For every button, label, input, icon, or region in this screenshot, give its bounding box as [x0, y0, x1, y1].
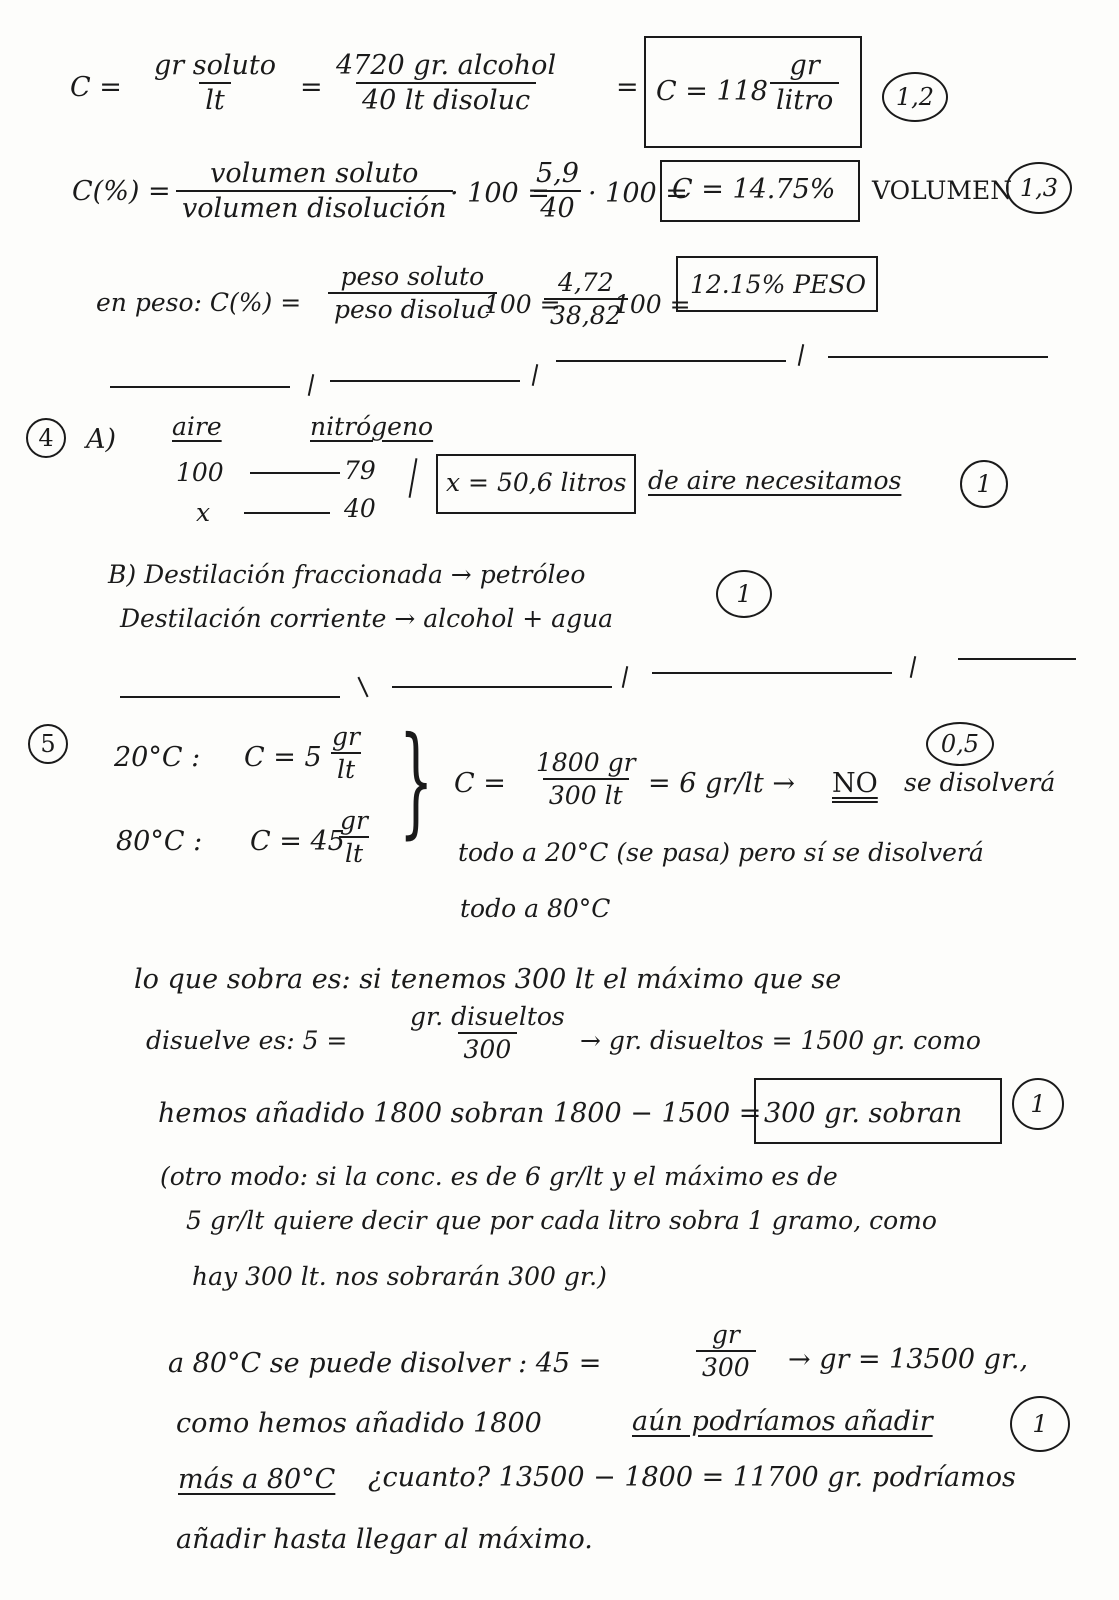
c-label: C =	[70, 72, 122, 103]
col-nitrogeno: nitrógeno	[310, 412, 434, 441]
score-circle: 1	[1010, 1396, 1070, 1452]
volumen-label: VOLUMEN	[872, 176, 1013, 205]
score-circle: 1,2	[882, 72, 948, 122]
fraction-alcohol-disolucion: 4720 gr. alcohol 40 lt disoluc	[336, 50, 557, 116]
score-circle: 0,5	[926, 722, 994, 766]
score-circle: 1,3	[1006, 162, 1072, 214]
col-aire: aire	[172, 412, 222, 441]
exercise-number: 5	[28, 724, 68, 764]
part-b-line2: Destilación corriente → alcohol + agua	[120, 604, 614, 633]
score-circle: 1	[716, 570, 772, 618]
score-circle: 1	[960, 460, 1008, 508]
fraction-gr-litro: gr litro	[770, 52, 839, 114]
fraction-gr-300: $\frac{gr}{300}$	[696, 1322, 756, 1380]
fraction-4-72: $\frac{4,72}{38,82}$	[544, 270, 628, 328]
fraction-gr-disueltos-300: gr. disueltos 300	[410, 1002, 565, 1064]
fraction-gr-soluto-lt: gr soluto lt	[154, 50, 277, 116]
fraction-peso: peso soluto peso disoluc	[328, 264, 497, 322]
no-emphasis: NO	[832, 768, 878, 799]
fraction-volumen: volumen soluto volumen disolución	[176, 160, 453, 222]
exercise-number: 4	[26, 418, 66, 458]
fraction-gr-lt-80: $\frac{gr}{lt}$	[340, 806, 368, 868]
fraction-1800-300: $\frac{1800 gr}{300 lt}$	[536, 748, 636, 810]
part-b-line1: B) Destilación fraccionada → petróleo	[108, 560, 586, 589]
score-circle: 1	[1012, 1078, 1064, 1130]
fraction-gr-lt-20: $\frac{gr}{lt}$	[332, 722, 360, 784]
fraction-5-9-40: $\frac{5,9}{40}$	[536, 158, 579, 224]
